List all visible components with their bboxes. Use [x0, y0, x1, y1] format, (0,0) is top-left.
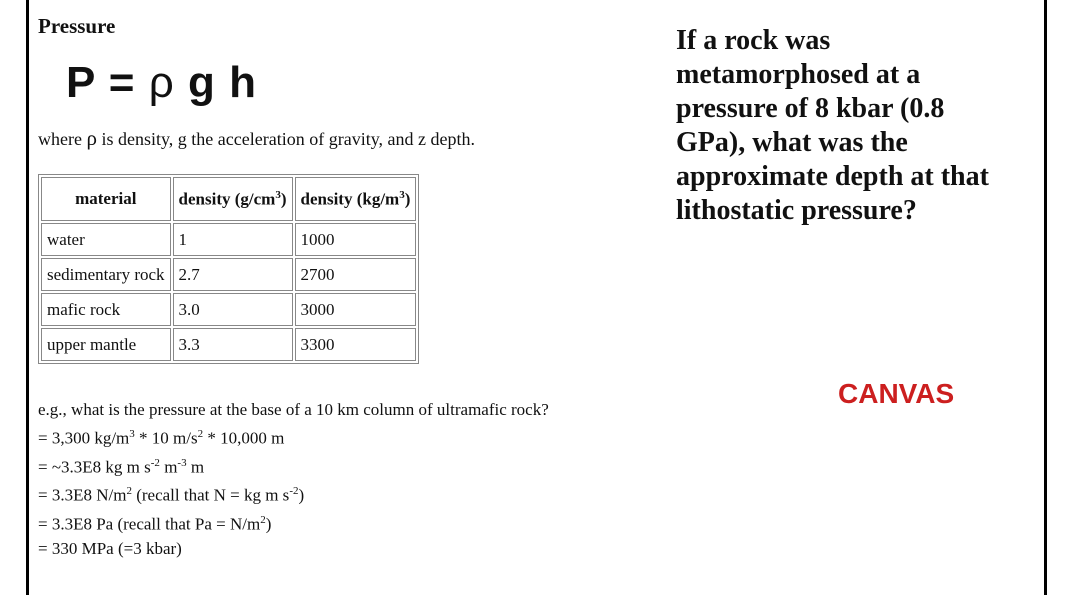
cell-material: mafic rock — [41, 293, 171, 326]
step-4-sup-1: 2 — [260, 513, 266, 526]
canvas-label: CANVAS — [838, 378, 955, 409]
example-step-4 — [38, 508, 549, 537]
step-3-sup-2: -2 — [289, 485, 299, 498]
step-2-sup-1: -2 — [150, 456, 160, 469]
step-1-c: * 10,000 m — [203, 428, 285, 448]
cell-material: sedimentary rock — [41, 258, 171, 291]
cell-material: upper mantle — [41, 328, 171, 361]
cell-material: water — [41, 223, 171, 256]
header-material: material — [41, 177, 171, 221]
cell-density-gcm: 3.0 — [173, 293, 293, 326]
step-3-b: (recall that N = kg m s — [131, 485, 290, 505]
example-step-3 — [38, 479, 549, 508]
pressure-formula — [66, 58, 257, 108]
frame-right-border — [1044, 0, 1047, 595]
density-table — [38, 174, 419, 364]
step-3-a: = 3.3E8 N/m — [38, 485, 127, 505]
description-suffix: is density, g the acceleration of gravity, and z depth. — [96, 129, 476, 149]
step-2-a: = ~3.3E8 kg m s — [38, 457, 151, 477]
cell-density-gcm: 2.7 — [173, 258, 293, 291]
example-intro: e.g., what is the pressure at the base of a 10 km column of ultramafic rock? — [38, 400, 549, 419]
cell-density-kgm: 3000 — [295, 293, 417, 326]
table-header-row — [41, 177, 416, 221]
step-2-sup-2: -3 — [177, 456, 187, 469]
step-4-b: ) — [265, 514, 272, 534]
header-density-kgm-exp: 3 — [399, 188, 405, 201]
header-density-gcm-exp: 3 — [275, 188, 281, 201]
cell-density-gcm: 1 — [173, 223, 293, 256]
step-1-sup-2: 2 — [197, 428, 204, 440]
formula-g: g — [188, 58, 216, 107]
formula-rho: ρ — [148, 58, 175, 107]
cell-density-kgm: 1000 — [295, 223, 417, 256]
formula-description — [38, 126, 475, 151]
worked-example — [38, 398, 549, 561]
table-row — [41, 223, 416, 256]
step-1-sup-1: 3 — [129, 428, 135, 440]
header-density-kgm-text: density (kg/m — [300, 189, 400, 209]
header-density-kgm-close: ) — [404, 189, 411, 209]
formula-p: P — [66, 58, 96, 107]
frame-left-border — [26, 0, 29, 595]
step-2-c: m — [186, 457, 205, 477]
header-density-gcm — [173, 177, 293, 221]
header-density-kgm — [295, 177, 417, 221]
question-text: If a rock was metamorphosed at a pressure of 8 kbar (0.8 GPa), what was the approximate depth at that lithostatic pressure? — [676, 25, 989, 226]
header-density-gcm-close: ) — [280, 189, 287, 209]
step-1-b: * 10 m/s — [134, 428, 198, 448]
cell-density-kgm: 3300 — [295, 328, 417, 361]
example-step-2 — [38, 451, 549, 480]
header-density-gcm-text: density (g/cm — [178, 189, 276, 209]
table-row — [41, 293, 416, 326]
table-row — [41, 258, 416, 291]
formula-h: h — [229, 58, 258, 107]
description-prefix: where — [38, 129, 87, 149]
table-row — [41, 328, 416, 361]
cell-density-gcm: 3.3 — [173, 328, 293, 361]
page-title: Pressure — [38, 14, 116, 38]
step-2-b: m — [159, 457, 178, 477]
step-3-sup-1: 2 — [126, 485, 132, 498]
example-step-5: = 330 MPa (=3 kbar) — [38, 538, 182, 558]
formula-equals: = — [108, 58, 136, 107]
cell-density-kgm: 2700 — [295, 258, 417, 291]
description-rho: ρ — [86, 126, 97, 150]
step-1-a: = 3,300 kg/m — [38, 428, 130, 448]
step-4-a: = 3.3E8 Pa (recall that Pa = N/m — [38, 514, 261, 534]
step-3-c: ) — [298, 485, 305, 505]
example-step-1 — [38, 422, 549, 451]
